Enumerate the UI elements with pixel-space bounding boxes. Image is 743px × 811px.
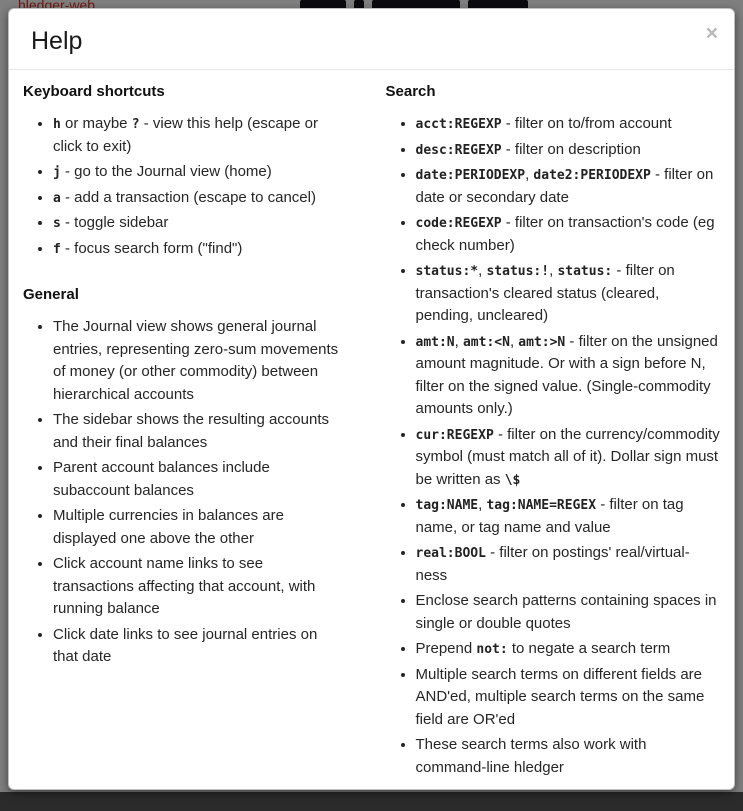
code-term: cur:REGEXP — [415, 427, 494, 443]
code-term: date2:PERIODEXP — [533, 168, 651, 183]
code-term: real:BOOL — [415, 546, 486, 561]
help-list-item: • f - focus search form ("find") — [53, 238, 346, 261]
help-list — [23, 316, 346, 669]
help-list-item: • acct:REGEXP - filter on to/from account — [416, 113, 721, 136]
help-list-item: • The Journal view shows general journal entries, representing zero-sum movements of money (or other commodity) between hierarchical accounts — [53, 316, 346, 406]
code-term: status:! — [486, 264, 550, 279]
help-list-item: • Enclose search patterns containing spaces in single or double quotes — [416, 590, 721, 635]
code-term: h — [53, 117, 61, 132]
code-term: \$ — [504, 472, 521, 488]
help-list-item: • status:*, status:!, status: - filter on transaction's cleared status (cleared, pending, uncleared) — [416, 260, 721, 328]
modal-header — [9, 9, 734, 70]
close-button[interactable]: × — [705, 22, 718, 45]
section-heading: Keyboard shortcuts — [23, 83, 165, 100]
help-list-item: • h or maybe ? - view this help (escape or click to exit) — [53, 113, 346, 158]
help-list-item: • real:BOOL - filter on postings' real/virtual-ness — [416, 542, 721, 587]
help-list-item: • The sidebar shows the resulting accounts and their final balances — [53, 409, 346, 454]
help-list-item: • Click account name links to see transactions affecting that account, with running balance — [53, 553, 346, 621]
code-term: a — [53, 190, 61, 206]
code-term: ? — [131, 117, 140, 132]
help-list-item: • These search terms also work with command-line hledger — [416, 734, 721, 779]
code-term: j — [53, 165, 61, 180]
code-term: amt:<N — [462, 334, 510, 350]
code-term: s — [53, 216, 61, 231]
help-list-item: • Prepend not: to negate a search term — [416, 638, 721, 661]
help-list-item: • desc:REGEXP - filter on description — [416, 139, 721, 162]
help-list-item: • Multiple currencies in balances are displayed one above the other — [53, 505, 346, 550]
help-modal — [8, 8, 735, 790]
code-term: desc:REGEXP — [415, 142, 502, 158]
help-left-column — [23, 83, 372, 787]
help-list-item: • code:REGEXP - filter on transaction's code (eg check number) — [416, 212, 721, 257]
code-term: not: — [476, 642, 508, 657]
help-list-item: • s - toggle sidebar — [53, 212, 346, 235]
code-term: f — [53, 241, 61, 257]
code-term: date:PERIODEXP — [415, 168, 526, 183]
code-term: code:REGEXP — [415, 216, 502, 231]
help-list-item: • j - go to the Journal view (home) — [53, 161, 346, 184]
section-heading: General — [23, 286, 79, 303]
help-list-item: • Parent account balances include subaccount balances — [53, 457, 346, 502]
help-list-item: • a - add a transaction (escape to cancel) — [53, 187, 346, 210]
section-heading: Search — [385, 83, 436, 100]
help-list-item: • date:PERIODEXP, date2:PERIODEXP - filter on date or secondary date — [416, 164, 721, 209]
modal-body — [9, 70, 734, 790]
help-list-item: • cur:REGEXP - filter on the currency/commodity symbol (must match all of it). Dollar sign must be written as \$ — [416, 424, 721, 492]
code-term: amt:>N — [518, 334, 566, 350]
help-list-item: • Click date links to see journal entries on that date — [53, 624, 346, 669]
help-list — [386, 113, 721, 779]
help-list — [23, 113, 346, 260]
code-term: status:* — [415, 264, 479, 279]
help-right-column — [372, 83, 721, 787]
modal-title: Help — [31, 27, 83, 55]
help-list-item: • tag:NAME, tag:NAME=REGEX - filter on tag name, or tag name and value — [416, 494, 721, 539]
code-term: status: — [557, 264, 613, 279]
help-list-item: • amt:N, amt:<N, amt:>N - filter on the unsigned amount magnitude. Or with a sign before N, filter on the signed value. (Single-commodity amounts only.) — [416, 331, 721, 421]
code-term: tag:NAME=REGEX — [486, 498, 597, 513]
code-term: amt:N — [415, 334, 455, 350]
help-list-item: • Multiple search terms on different fields are AND'ed, multiple search terms on the same field are OR'ed — [416, 664, 721, 732]
code-term: tag:NAME — [415, 498, 479, 513]
code-term: acct:REGEXP — [415, 117, 502, 132]
